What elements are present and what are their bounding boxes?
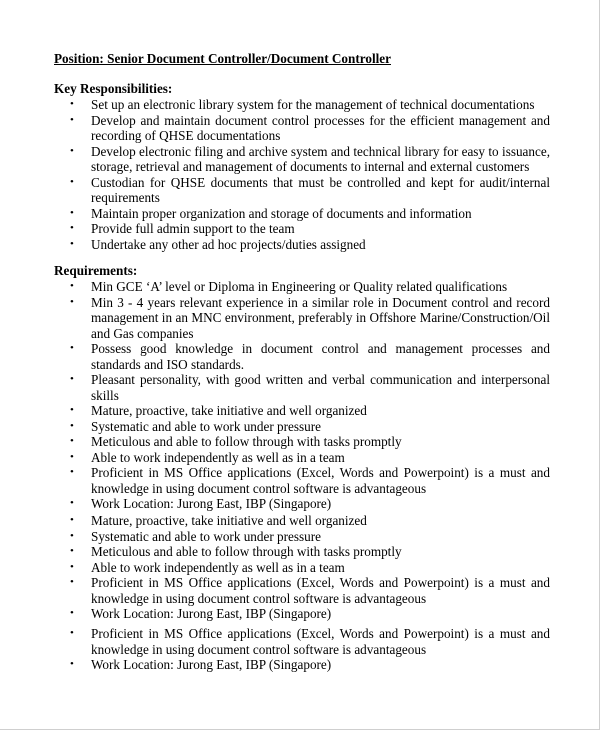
bullet-icon: • — [70, 175, 74, 188]
bullet-icon: • — [70, 404, 74, 416]
bullet-icon: • — [70, 450, 74, 463]
bullet-icon: • — [70, 658, 74, 670]
bullet-icon: • — [70, 113, 74, 126]
list-item: • Work Location: Jurong East, IBP (Singapore) — [70, 606, 332, 621]
bullet-icon: • — [70, 342, 74, 354]
requirements-list-repeat-2 — [0, 626, 600, 673]
bullet-icon: • — [70, 98, 74, 110]
list-item: • Work Location: Jurong East, IBP (Singapore) — [70, 496, 332, 511]
list-item: • Systematic and able to work under pressure — [70, 418, 321, 434]
bullet-icon: • — [70, 514, 74, 526]
bullet-icon: • — [70, 237, 74, 250]
list-item: • Systematic and able to work under pressure — [70, 528, 321, 544]
list-item: • Possess good knowledge in document control and management processes and standards and ISO standards. — [70, 341, 550, 372]
list-item: • Proficient in MS Office applications (Excel, Words and Powerpoint) is a must and knowledge in using document control software is advantageous — [70, 575, 550, 606]
bullet-icon: • — [70, 419, 74, 432]
key-responsibilities-list — [0, 97, 600, 252]
list-item: • Undertake any other ad hoc projects/duties assigned — [70, 236, 366, 252]
list-item: • Work Location: Jurong East, IBP (Singapore) — [70, 657, 332, 672]
bullet-icon: • — [70, 607, 74, 619]
list-item: • Maintain proper organization and storage of documents and information — [70, 205, 472, 221]
bullet-icon: • — [70, 295, 74, 308]
bullet-icon: • — [70, 373, 74, 385]
requirements-list — [0, 279, 600, 512]
list-item: • Meticulous and able to follow through with tasks promptly — [70, 544, 402, 559]
list-item: • Provide full admin support to the team — [70, 221, 295, 236]
list-item: • Proficient in MS Office applications (Excel, Words and Powerpoint) is a must and knowledge in using document control software is advantageous — [70, 626, 550, 657]
list-item: • Pleasant personality, with good written and verbal communication and interpersonal skills — [70, 372, 550, 403]
list-item: • Meticulous and able to follow through with tasks promptly — [70, 434, 402, 449]
list-item: • Mature, proactive, take initiative and well organized — [70, 403, 367, 418]
bullet-icon: • — [70, 435, 74, 447]
bullet-icon: • — [70, 497, 74, 509]
bullet-icon: • — [70, 466, 74, 478]
requirements-heading: Requirements: — [54, 263, 138, 278]
list-item: • Custodian for QHSE documents that must be controlled and kept for audit/internal requirements — [70, 174, 550, 205]
bullet-icon: • — [70, 576, 74, 588]
list-item: • Set up an electronic library system for the management of technical documentations — [70, 97, 535, 112]
list-item: • Proficient in MS Office applications (Excel, Words and Powerpoint) is a must and knowledge in using document control software is advantageous — [70, 465, 550, 496]
bullet-icon: • — [70, 560, 74, 573]
bullet-icon: • — [70, 545, 74, 557]
list-item: • Able to work independently as well as in a team — [70, 449, 345, 465]
list-item: • Min 3 - 4 years relevant experience in a similar role in Document control and record management in an MNC environment, preferably in Offshore Marine/Construction/Oil and Gas companies — [70, 294, 550, 341]
bullet-icon: • — [70, 280, 74, 292]
requirements-list-repeat-1 — [0, 513, 600, 622]
bullet-icon: • — [70, 529, 74, 542]
list-item: • Able to work independently as well as in a team — [70, 559, 345, 575]
position-title: Position: Senior Document Controller/Document Controller — [54, 51, 391, 66]
bullet-icon: • — [70, 222, 74, 234]
bullet-icon: • — [70, 627, 74, 639]
list-item: • Mature, proactive, take initiative and well organized — [70, 513, 367, 528]
list-item: • Develop electronic filing and archive system and technical library for easy to issuance, storage, retrieval and management of documents to internal and external customers — [70, 143, 550, 174]
bullet-icon: • — [70, 206, 74, 219]
list-item: • Min GCE ‘A’ level or Diploma in Engineering or Quality related qualifications — [70, 279, 508, 294]
bullet-icon: • — [70, 144, 74, 157]
list-item: • Develop and maintain document control processes for the efficient management and recording of QHSE documentations — [70, 112, 550, 143]
key-responsibilities-heading: Key Responsibilities: — [54, 81, 173, 96]
